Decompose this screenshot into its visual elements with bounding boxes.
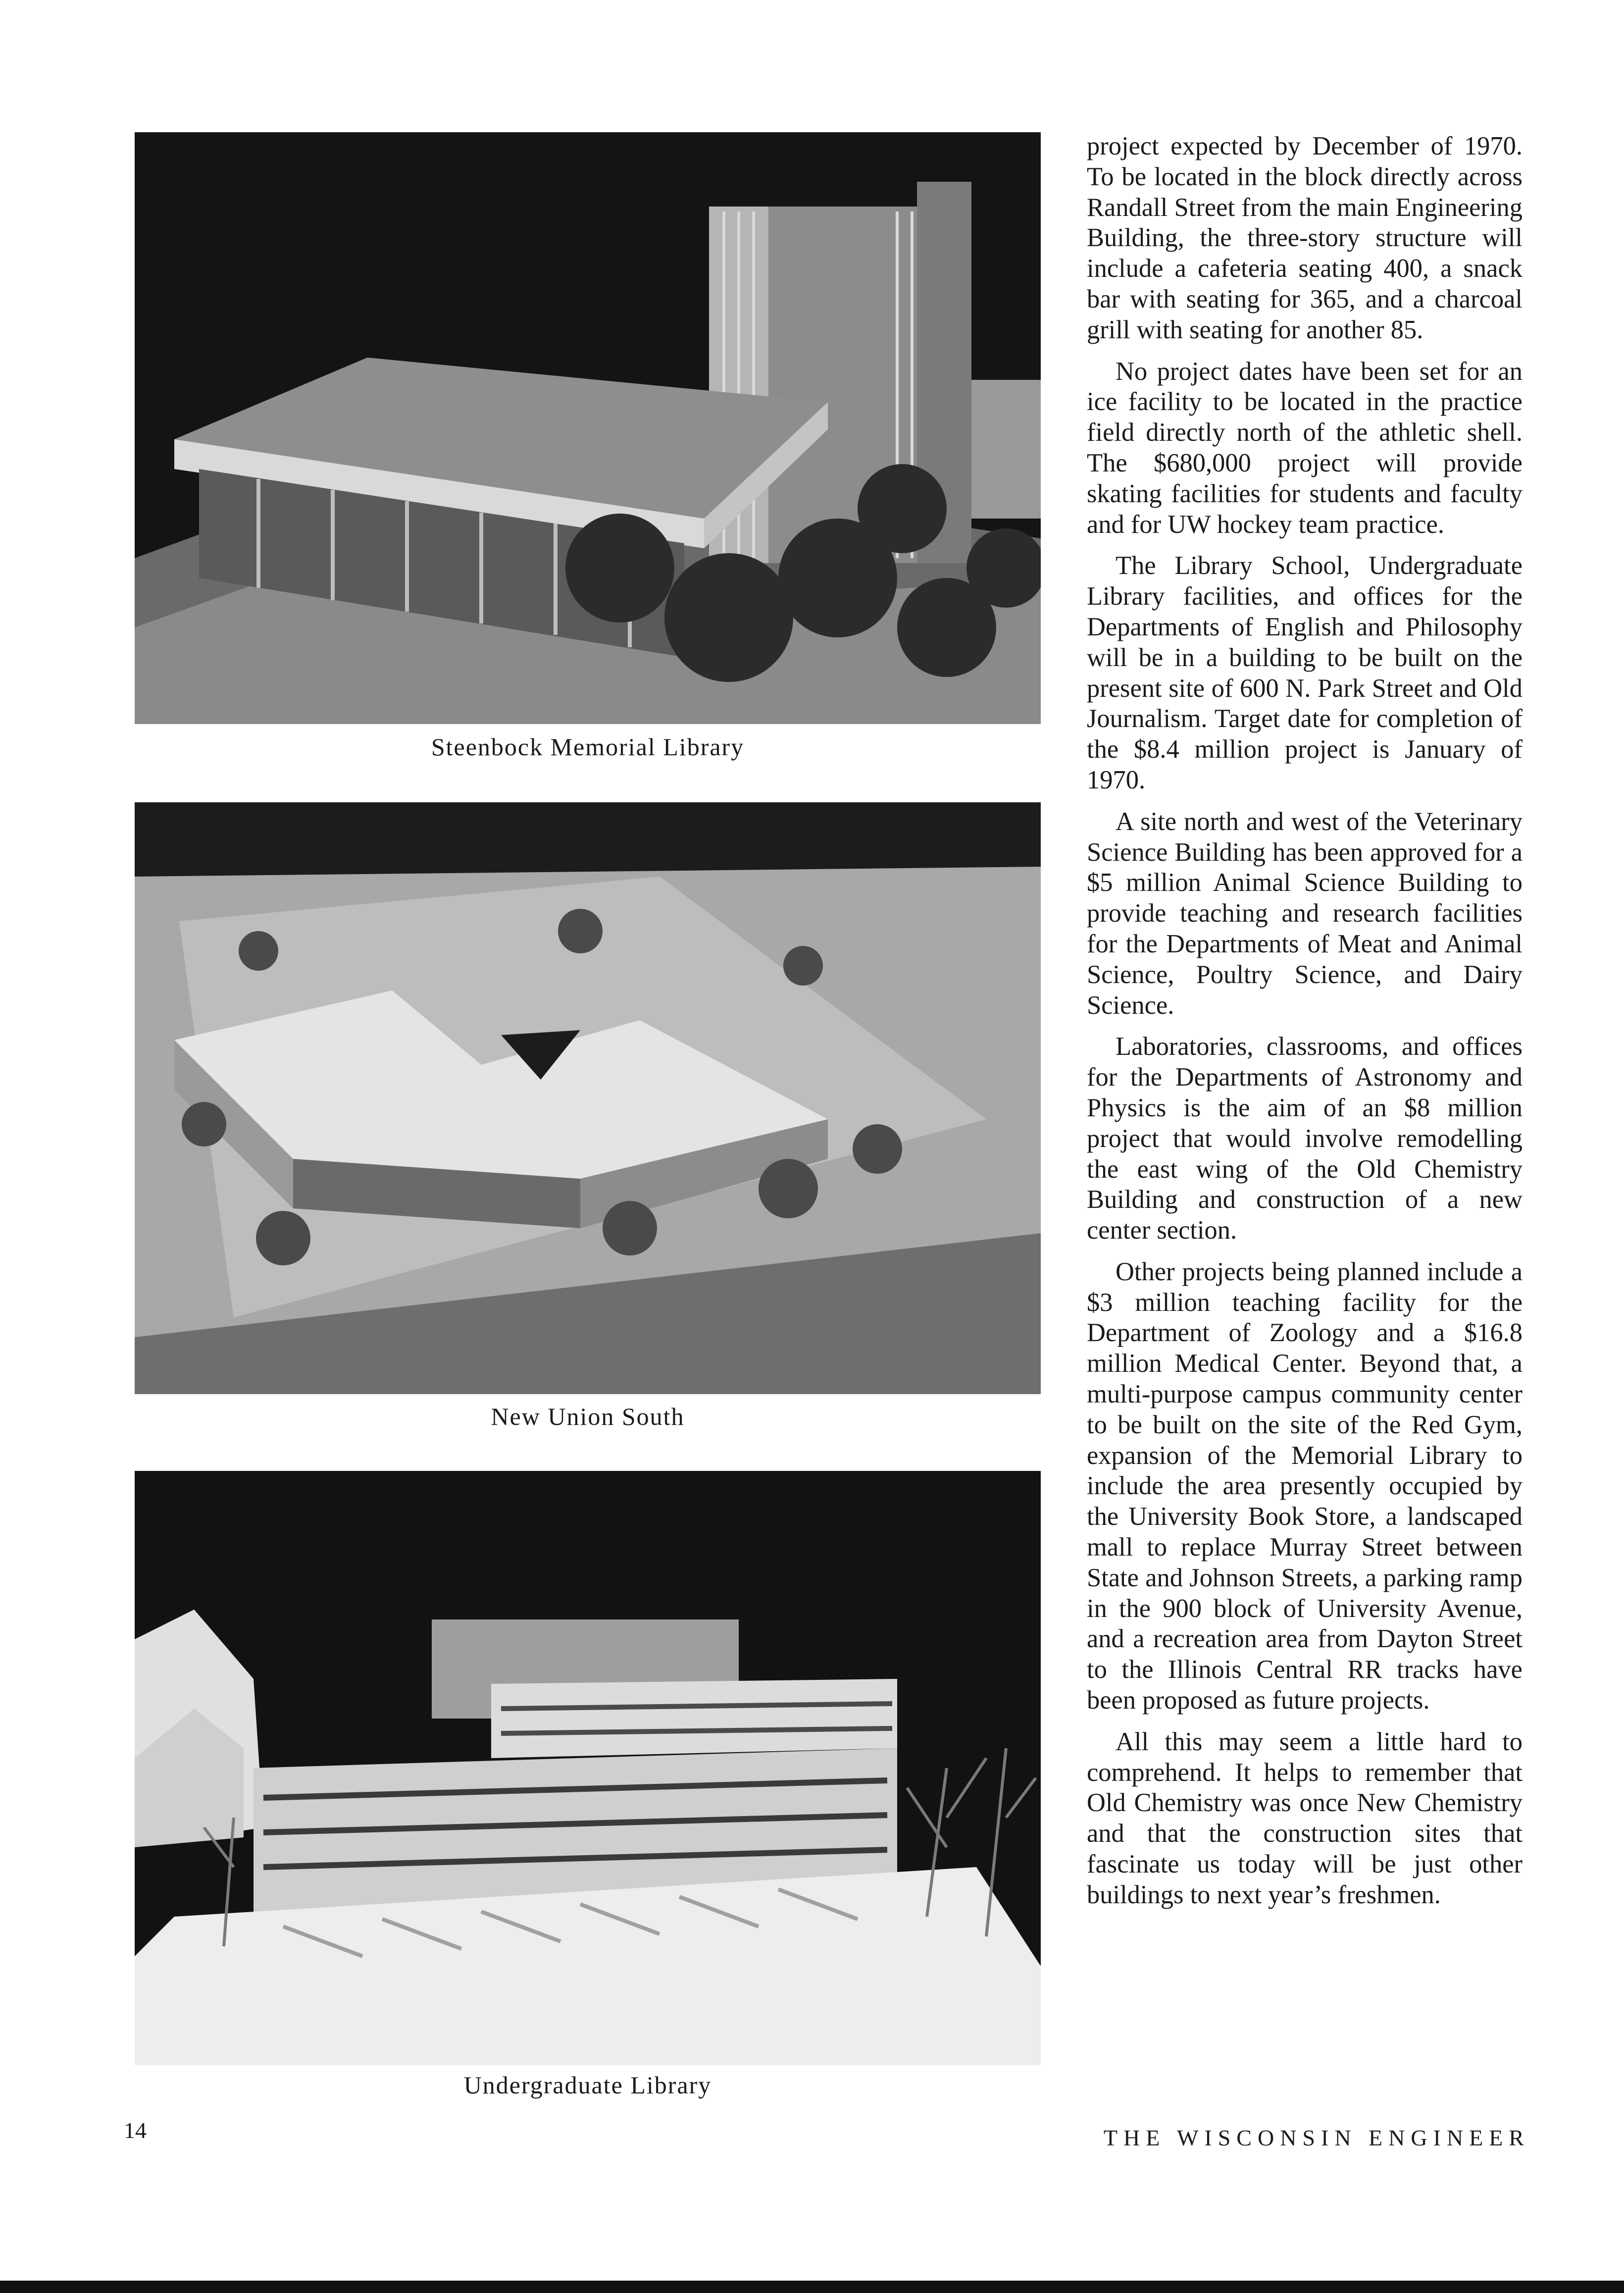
page-number: 14	[124, 2118, 147, 2143]
bottom-edge-rule	[0, 2281, 1624, 2293]
steenbock-caption: Steenbock Memorial Library	[431, 733, 745, 761]
article-paragraph: The Library School, Undergraduate Library facilities, and offices for the Departments of English and Philosophy will be in a building to be built on the present site of 600 N. Park Street and Old Journalism. Target date for completion of the $8.4 million project is January of 1970.	[1087, 551, 1522, 794]
article-paragraph: A site north and west of the Veterinary Science Building has been approved for a $5 million Animal Science Building to provide teaching and research facilities for the Departments of Meat and Animal Science, Poultry Science, and Dairy Science.	[1087, 807, 1522, 1020]
article-paragraph: Laboratories, classrooms, and offices for the Departments of Astronomy and Physics is the aim of an $8 million project that would involve remodelling the east wing of the Old Chemistry Building and construction of a new center section.	[1087, 1032, 1522, 1245]
undergrad-caption: Undergraduate Library	[463, 2071, 712, 2099]
article-paragraph: project expected by December of 1970. To be located in the block directly across Randall Street from the main Engineering Building, the three-story structure will include a cafeteria seating 400, a snack bar with seating for 365, and a charcoal grill with seating for another 85.	[1087, 132, 1522, 344]
article-paragraph: All this may seem a little hard to comprehend. It helps to remember that Old Chemistry was once New Chemistry and that the construction sites that fascinate us today will be just other buildings to next year’s freshmen.	[1087, 1727, 1522, 1909]
steenbock-photo	[135, 132, 1041, 724]
union-south-photo	[135, 802, 1041, 1394]
article-column	[1087, 131, 1522, 1922]
article-paragraph: No project dates have been set for an ice facility to be located in the practice field directly north of the athletic shell. The $680,000 project will provide skating facilities for students and faculty and for UW hockey team practice.	[1087, 357, 1522, 539]
article-paragraph: Other projects being planned include a $3 million teaching facility for the Department of Zoology and a $16.8 million Medical Center. Beyond that, a multi-purpose campus community center to be built on the site of the Red Gym, expansion of the Memorial Library to include the area presently occupied by the University Book Store, a landscaped mall to replace Murray Street between State and Johnson Streets, a parking ramp in the 900 block of University Avenue, and a recreation area from Dayton Street to the Illinois Central RR tracks have been proposed as future projects.	[1087, 1257, 1522, 1715]
union-south-caption: New Union South	[491, 1403, 685, 1430]
undergrad-photo	[135, 1471, 1041, 2065]
running-footer: THE WISCONSIN ENGINEER	[1103, 2125, 1530, 2150]
